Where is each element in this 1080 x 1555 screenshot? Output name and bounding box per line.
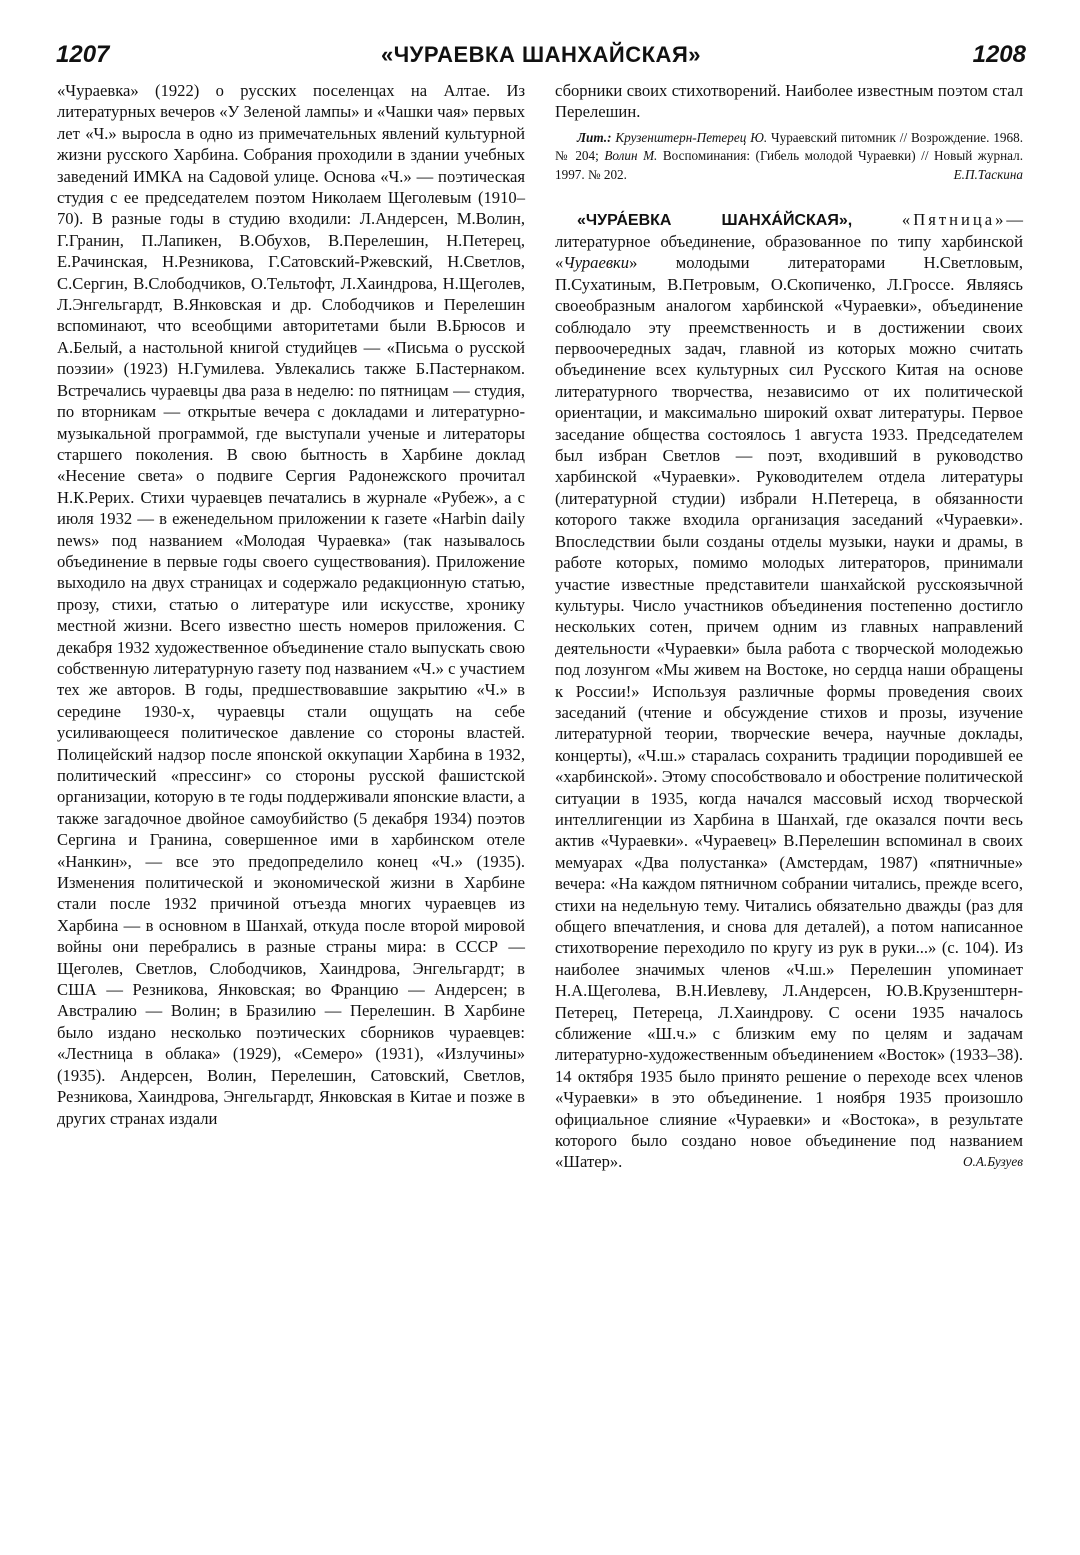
encyclopedia-entry <box>555 209 1023 1173</box>
entry-alt-name: «Пятница» <box>901 209 1007 229</box>
left-column-text: «Чураевка» (1922) о русских поселенцах на Алтае. Из литературных вечеров «У Зеленой лампы» и «Чашки чая» первых лет «Ч.» выросла в одно из примечательных явлений культурной жизни русского Харбина. Собрания проходили в здании учебных заведений ИМКА на Садовой улице. Основа «Ч.» — поэтическая студия с ее председателем поэтом Николаем Щеголевым (1910–70). В разные годы в студию входили: Л.Андерсен, М.Волин, Г.Гранин, П.Лапикен, В.Обухов, В.Перелешин, Н.Петерец, Е.Рачинская, Н.Резникова, Г.Сатовский-Ржевский, Н.Светлов, С.Сергин, В.Слободчиков, О.Тельтофт, Л.Хаиндрова, Н.Щеголев, Л.Энгельгардт, В.Янковская и др. Слободчиков и Перелешин вспоминают, что всеобщими авторитетами были В.Брюсов и А.Белый, а настольной книгой студийцев — «Письма о русской поэзии» (1923) Н.Гумилева. Увлекались также Б.Пастернаком. Встречались чураевцы два раза в неделю: по пятницам — студия, по вторникам — открытые вечера с докладами и литературно-музыкальной программой, где выступали ученые и литераторы старшего поколения. В свою бытность в Харбине доклад «Несение света» о подвиге Сергия Радонежского прочитал Н.К.Рерих. Стихи чураевцев печатались в журнале «Рубеж», а с июля 1932 — в еженедельном приложении к газете «Harbin daily news» под названием «Молодая Чураевка» (так называлось объединение в первые годы своего существования). Приложение выходило на двух страницах и содержало редакционную статью, прозу, стихи, статью о литературе или искусстве, хронику местной жизни. Всего известно шесть номеров приложения. С декабря 1932 художественное объединение стало выпускать свою собственную литературную газету под названием «Ч.» с участием тех же авторов. В годы, предшествовавшие закрытию «Ч.» в середине 1930-х, чураевцы стали ощущать на себе усиливающееся политическое давление со стороны властей. Полицейский надзор после японской оккупации Харбина в 1932, политический «прессинг» со стороны русской фашистской организации, которую в те годы поддерживали японские власти, а также загадочное двойное самоубийство (5 декабря 1934) поэтов Сергина и Гранина, совершенное ими в харбинском отеле «Нанкин», — все это предопределило конец «Ч.» (1935). Изменения политической и экономической жизни в Харбине стали после 1932 причиной отъезда многих чураевцев из Харбина — в основном в Шанхай, откуда после второй мировой войны они перебрались в разные страны мира: в СССР — Щеголев, Светлов, Слободчиков, Хаиндрова, Энгельгардт; в США — Резникова, Янковская; во Францию — Андерсен; в Австралию — Волин; в Бразилию — Перелешин. В Харбине было издано несколько поэтических сборников чураевцев: «Лестница в облака» (1929), «Семеро» (1931), «Излучины» (1935). Андерсен, Волин, Перелешин, Сатовский, Светлов, Резникова, Хаиндрова, Энгельгардт, Янковская в Китае и позже в других странах издали <box>57 81 525 1128</box>
page-number-right: 1208 <box>972 41 1026 68</box>
left-column <box>57 80 525 1129</box>
entry-signature: О.А.Бузуев <box>963 1154 1023 1170</box>
continuation-text: сборники своих стихотворений. Наиболее известным поэтом стал Перелешин. <box>555 81 1023 122</box>
literature-label: Лит.: <box>577 129 612 145</box>
entry-cross-reference[interactable]: Чураевки <box>563 253 630 273</box>
right-column <box>555 80 1023 1173</box>
literature-author-2: Волин М. <box>604 148 658 164</box>
literature-references <box>555 129 1023 185</box>
entry-text-a: — литературное объединение, образованное по типу харбинской « <box>555 209 1023 273</box>
entry-headword: «ЧУРА́ЕВКА ШАНХА́ЙСКАЯ», <box>577 211 853 229</box>
page-header <box>56 40 1026 74</box>
literature-text-2: Воспоминания: (Гибель молодой Чураевки) // Новый журнал. 1997. № 202. <box>555 148 1024 182</box>
literature-signature: Е.П.Таскина <box>953 167 1023 182</box>
running-title: «ЧУРАЕВКА ШАНХАЙСКАЯ» <box>380 42 701 67</box>
entry-text-b: » молодыми литераторами Н.Светловым, П.Сухатиным, В.Петровым, О.Скопиченко, Л.Гроссе. Являясь своеобразным аналогом харбинской «Чураевки», объединение соблюдало эту преемственность и в достижении своих первоочередных задач, главной из которых можно считать объединение всех культурных сил Русского Китая на основе литературного творчества, независимо от их политической ориентации, и максимально широкий охват литературы. Первое заседание общества состоялось 1 августа 1933. Председателем был избран Светлов — поэт, входивший в руководство харбинской «Чураевки». Руководителем отдела литературы (литературной студии) избрали Н.Петереца, в обязанности которого также входила организация заседаний «Чураевки». Впоследствии были созданы отделы музыки, науки и драмы, в работе которых, помимо молодых литераторов, принимали участие известные представители шанхайской русскоязычной культуры. Число участников объединения постепенно достигло нескольких сотен, причем одним из главных направлений деятельности «Чураевки» была работа с творческой молодежью под лозунгом «Мы живем на Востоке, но сердца наши обращены к России!» Используя различные формы проведения своих заседаний (чтение и обсуждение стихов и прозы, изучение литературной теории, творческие вечера, научные доклады, концерты), «Ч.ш.» старалась сохранить традиции породившей ее «харбинской». Этому способствовало и обострение политической ситуации в 1935, когда начался массовый исход творческой интеллигенции из Харбина в Шанхай, где оказался почти весь актив «Чураевки». «Чураевец» В.Перелешин вспоминал в своих мемуарах «Два полустанка» (Амстердам, 1987) «пятничные» вечера: «На каждом пятничном собрании читались, прежде всего, стихи на недельную тему. Читались обязательно дважды (раз для общего впечатления, и снова для деталей), а потом написанное стихотворение переходило по кругу из рук в руки...» (с. 104). Из наиболее значимых членов «Ч.ш.» Перелешин упоминает Н.А.Щеголева, В.Н.Иевлеву, Л.Андерсен, Ю.В.Крузенштерн-Петерец, Петереца, Л.Хаиндрову. С осени 1935 началось сближение «Ш.ч.» с близким ему по целям и задачам литературно-художественным объединением «Восток» (1933–38). 14 октября 1935 было принято решение о переходе всех членов «Чураевки» в это объединение. 1 ноября 1935 произошло официальное слияние «Чураевки» и «Востока», в результате которого было создано новое объединение под названием «Шатер». <box>555 253 1023 1172</box>
literature-text-1: Чураевский питомник // Возрождение. 1968. № 204; <box>555 129 1023 164</box>
page-number-left: 1207 <box>56 41 110 68</box>
literature-author-1: Крузенштерн-Петерец Ю. <box>615 129 768 145</box>
